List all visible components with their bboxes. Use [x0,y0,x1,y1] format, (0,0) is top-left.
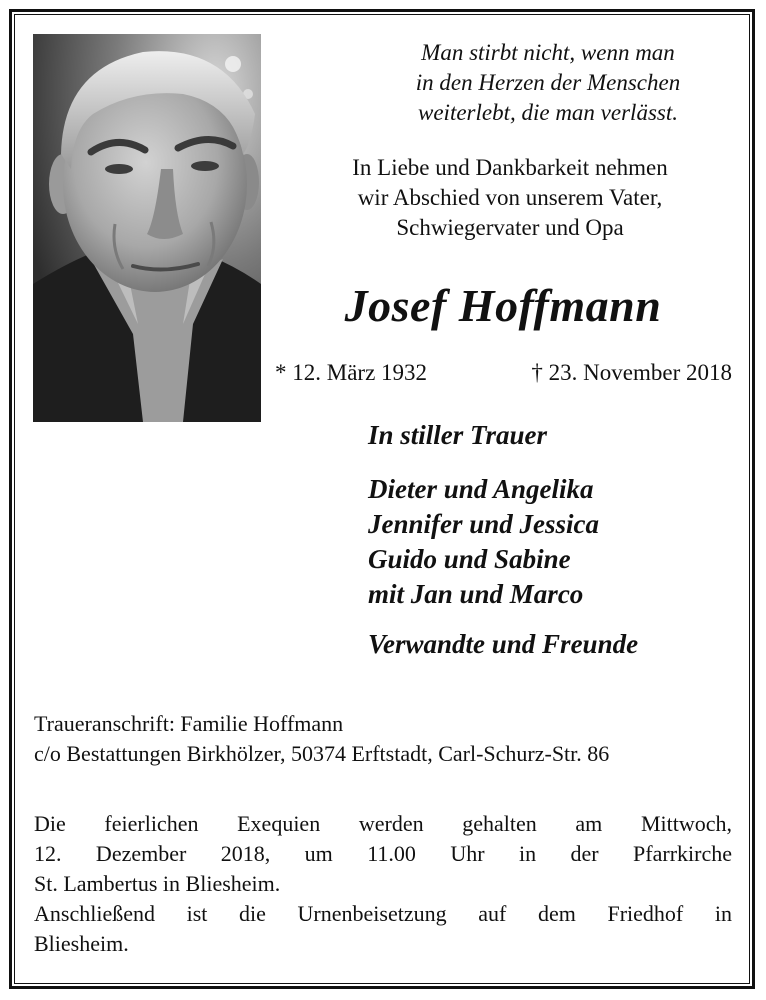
service-line: Anschließend ist die Urnenbeisetzung auf dem Friedhof in [34,901,732,926]
service-line: Die feierlichen Exequien werden gehalten am Mittwoch, [34,811,732,836]
farewell-intro [290,153,730,243]
deceased-name: Josef Hoffmann [344,280,662,331]
motto-line: weiterlebt, die man verlässt. [418,100,678,125]
service-line: 12. Dezember 2018, um 11.00 Uhr in der Pfarrkirche [34,841,732,866]
portrait-photo [33,34,261,422]
intro-line: Schwiegervater und Opa [396,215,624,240]
intro-line: In Liebe und Dankbarkeit nehmen [352,155,668,180]
intro-line: wir Abschied von unserem Vater, [357,185,663,210]
motto-line: Man stirbt nicht, wenn man [421,40,675,65]
address-line: Traueranschrift: Familie Hoffmann [34,711,344,736]
service-details [34,809,732,959]
family-member-line: Jennifer und Jessica [368,509,600,539]
address-line: c/o Bestattungen Birkhölzer, 50374 Erftstadt, Carl-Schurz-Str. 86 [34,741,610,766]
family-member-line: Guido und Sabine [368,544,571,574]
family-list [368,472,599,612]
death-date: † 23. November 2018 [531,360,732,385]
family-member-line: Dieter und Angelika [368,474,594,504]
mourning-heading: In stiller Trauer [368,420,548,450]
motto-quote [370,38,726,128]
motto-line: in den Herzen der Menschen [415,70,681,95]
mourning-address [34,709,609,769]
birth-date: * 12. März 1932 [275,360,428,385]
service-line: St. Lambertus in Bliesheim. [34,871,281,896]
family-member-line: mit Jan und Marco [368,579,584,609]
relatives-line: Verwandte und Freunde [368,629,639,659]
service-line: Bliesheim. [34,931,129,956]
